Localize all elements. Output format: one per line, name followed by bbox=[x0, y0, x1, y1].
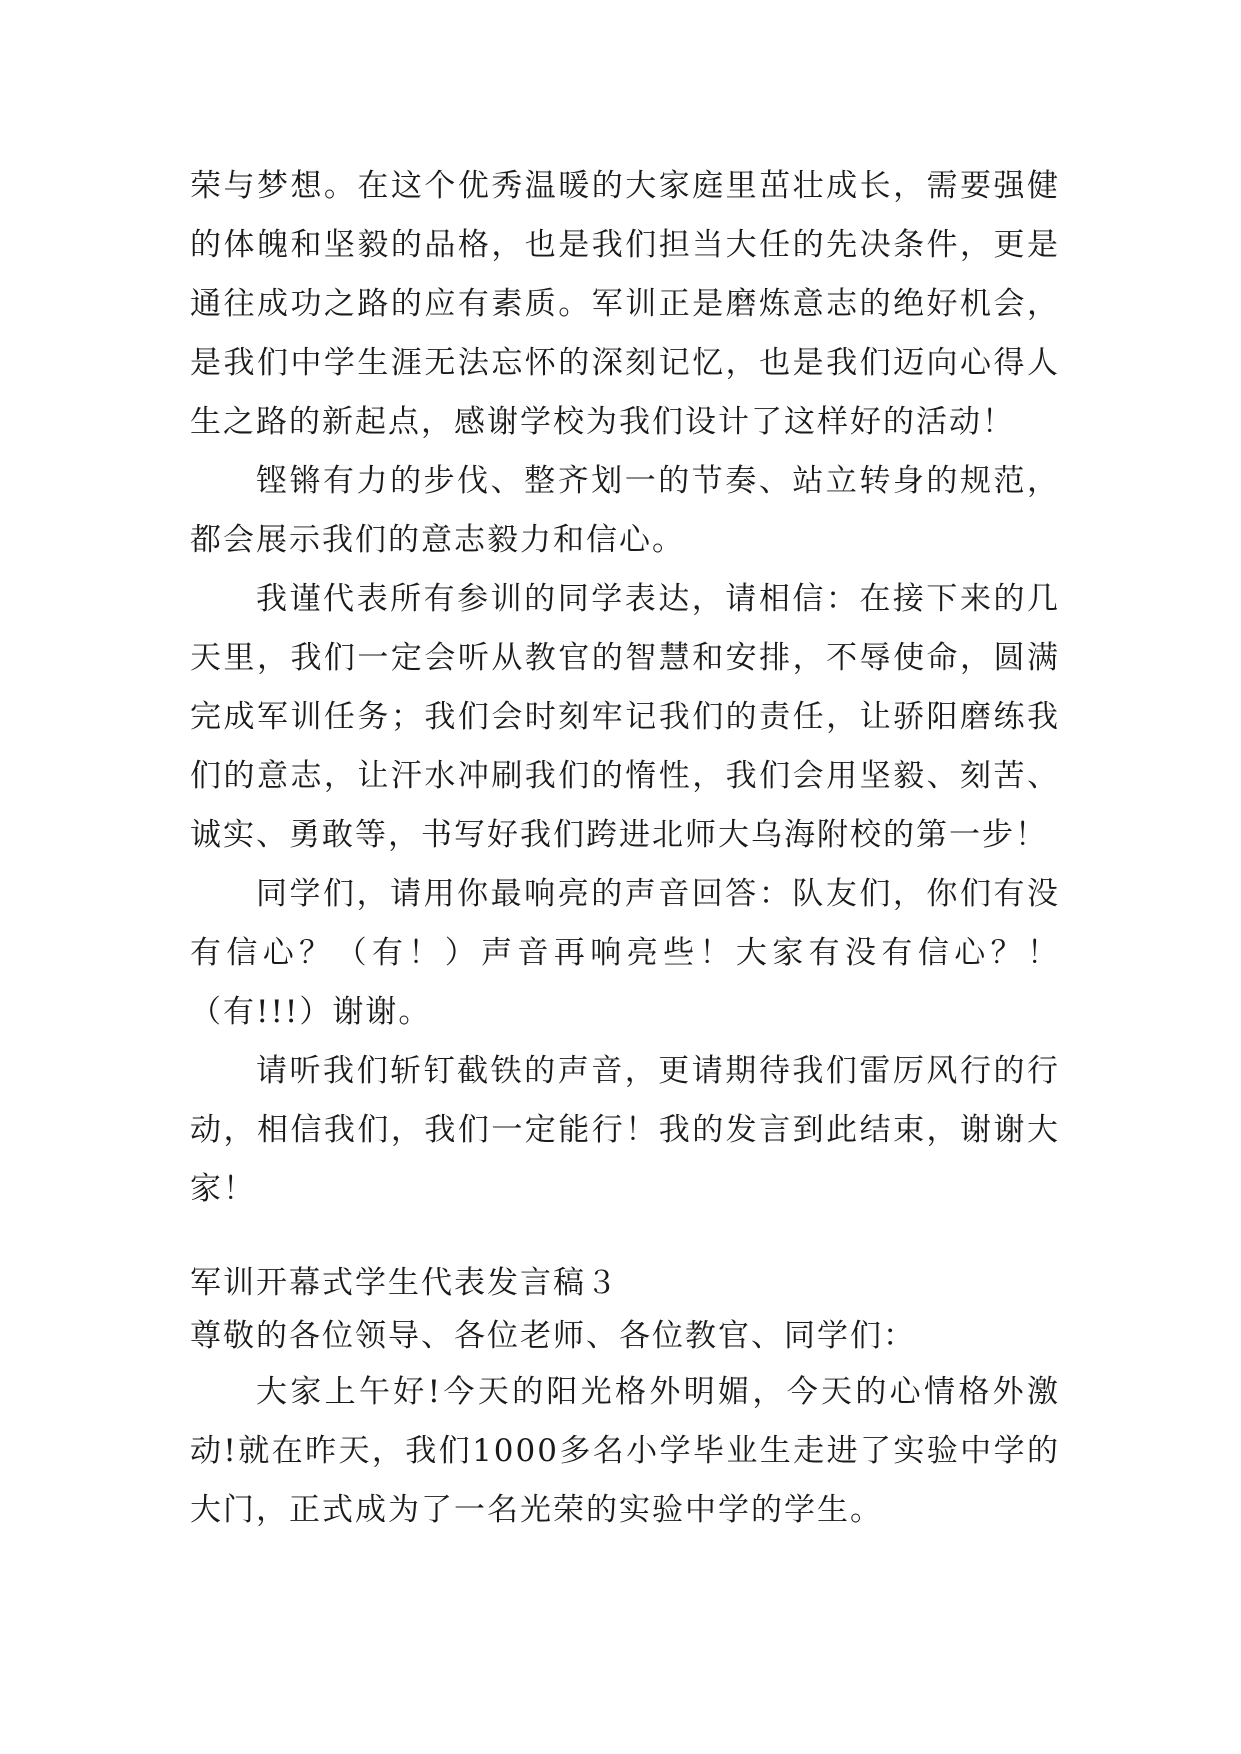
paragraph: 大家上午好!今天的阳光格外明媚，今天的心情格外激动!就在昨天，我们1000多名小学毕业生走进了实验中学的大门，正式成为了一名光荣的实验中学的学生。 bbox=[190, 1374, 1060, 1528]
salutation: 尊敬的各位领导、各位老师、各位教官、同学们： bbox=[190, 1318, 916, 1354]
speech-section-3 bbox=[190, 1257, 1060, 1540]
paragraph-continued: 荣与梦想。在这个优秀温暖的大家庭里茁壮成长，需要强健的体魄和坚毅的品格，也是我们担当大任的先决条件，更是通往成功之路的应有素质。军训正是磨炼意志的绝好机会，是我们中学生涯无法忘怀的深刻记忆，也是我们迈向心得人生之路的新起点，感谢学校为我们设计了这样好的活动！ bbox=[190, 168, 1060, 440]
paragraph: 我谨代表所有参训的同学表达，请相信：在接下来的几天里，我们一定会听从教官的智慧和安排，不辱使命，圆满完成军训任务；我们会时刻牢记我们的责任，让骄阳磨练我们的意志，让汗水冲刷我们的惰性，我们会用坚毅、刻苦、诚实、勇敢等，书写好我们跨进北师大乌海附校的第一步！ bbox=[190, 581, 1060, 853]
section-title: 军训开幕式学生代表发言稿３ bbox=[190, 1265, 619, 1301]
speech-section-2-continued bbox=[190, 157, 1060, 1219]
paragraph: 铿锵有力的步伐、整齐划一的节奏、站立转身的规范，都会展示我们的意志毅力和信心。 bbox=[190, 463, 1060, 558]
paragraph: 同学们，请用你最响亮的声音回答：队友们，你们有没有信心？（有！）声音再响亮些！大家有没有信心？！（有!!!）谢谢。 bbox=[190, 876, 1060, 1030]
paragraph: 请听我们斩钉截铁的声音，更请期待我们雷厉风行的行动，相信我们，我们一定能行！我的发言到此结束，谢谢大家！ bbox=[190, 1053, 1060, 1207]
